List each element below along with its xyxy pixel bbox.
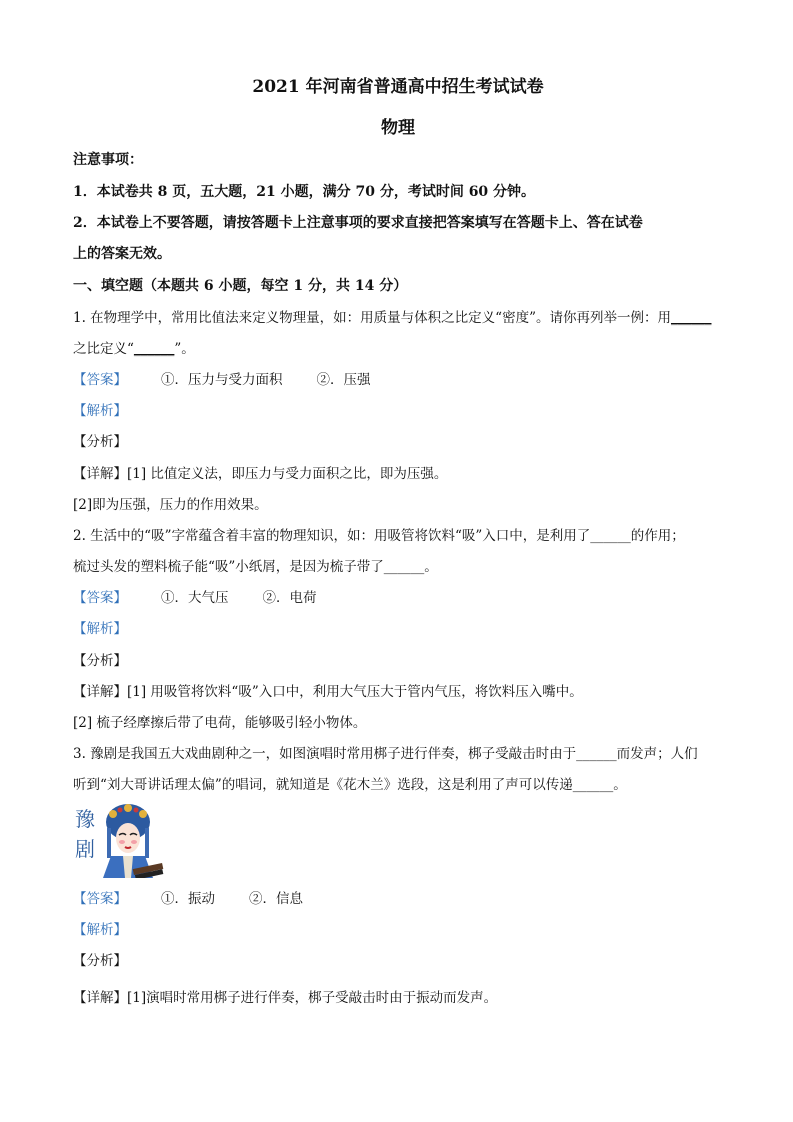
exam-title: 2021 年河南省普通高中招生考试试卷 [252, 77, 544, 97]
q2-answer-2: ②．电荷 [262, 590, 317, 606]
notes-item-1: 1．本试卷共 8 页，五大题，21 小题，满分 70 分，考试时间 60 分钟。 [73, 184, 536, 200]
q1-line-1 [73, 308, 711, 328]
q3-analysis-tag: 【解析】 [73, 922, 127, 938]
q2-fenxi: 【分析】 [73, 653, 127, 669]
section-heading: 一、填空题（本题共 6 小题，每空 1 分，共 14 分） [73, 278, 408, 294]
q1-answer-row [73, 370, 371, 390]
q2-detail: 【详解】[1] 用吸管将饮料“吸”入口中，利用大气压大于管内气压，将饮料压入嘴中。 [73, 684, 583, 700]
q2-answer-1: ①．大气压 [161, 590, 229, 606]
q1-detail-2: [2]即为压强，压力的作用效果。 [73, 497, 268, 513]
q2-answer-row [73, 588, 317, 608]
notes-heading: 注意事项： [73, 152, 143, 168]
q1-answer-1: ①．压力与受力面积 [161, 372, 283, 388]
q1-detail: 【详解】[1] 比值定义法，即压力与受力面积之比，即为压强。 [73, 466, 448, 482]
yuju-opera-figure [73, 800, 168, 878]
q3-detail: 【详解】[1]演唱时常用梆子进行伴奏，梆子受敲击时由于振动而发声。 [73, 990, 498, 1006]
q1-blank-1: ______ [670, 310, 712, 326]
q3-line-1: 3. 豫剧是我国五大戏曲剧种之一，如图演唱时常用梆子进行伴奏，梆子受敲击时由于______而发声；人们 [73, 746, 698, 762]
answer-tag: 【答案】 [73, 372, 127, 388]
q3-answer-row [73, 889, 303, 909]
answer-tag: 【答案】 [73, 590, 127, 606]
q1-text-2b: ”。 [174, 341, 195, 357]
q2-line-2: 梳过头发的塑料梳子能“吸”小纸屑，是因为梳子带了______。 [73, 559, 438, 575]
q1-answer-2: ②．压强 [316, 372, 371, 388]
notes-item-2a: 2．本试卷上不要答题，请按答题卡上注意事项的要求直接把答案填写在答题卡上、答在试卷 [73, 215, 643, 231]
notes-item-2b: 上的答案无效。 [73, 246, 171, 262]
q3-fenxi: 【分析】 [73, 953, 127, 969]
subject-title: 物理 [381, 118, 415, 138]
opera-mask-illustration [73, 800, 168, 878]
answer-tag: 【答案】 [73, 891, 127, 907]
q1-text-1: 1. 在物理学中，常用比值法来定义物理量，如：用质量与体积之比定义“密度”。请你再列举一例：用 [73, 310, 671, 326]
q2-line-1: 2. 生活中的“吸”字常蕴含着丰富的物理知识，如：用吸管将饮料“吸”入口中，是利用了______的作用； [73, 528, 685, 544]
q2-analysis-tag: 【解析】 [73, 621, 127, 637]
q3-line-2: 听到“刘大哥讲话理太偏”的唱词，就知道是《花木兰》选段，这是利用了声可以传递______。 [73, 777, 627, 793]
q1-line-2 [73, 339, 195, 359]
q1-blank-2: ______ [133, 341, 175, 357]
q1-fenxi: 【分析】 [73, 434, 127, 450]
q1-text-2a: 之比定义“ [73, 341, 134, 357]
figure-char-1: 豫 [75, 807, 95, 831]
q3-answer-2: ②．信息 [249, 891, 303, 907]
q2-detail-2: [2] 梳子经摩擦后带了电荷，能够吸引轻小物体。 [73, 715, 367, 731]
q3-answer-1: ①．振动 [161, 891, 215, 907]
q1-analysis-tag: 【解析】 [73, 403, 127, 419]
figure-char-2: 剧 [75, 837, 95, 861]
